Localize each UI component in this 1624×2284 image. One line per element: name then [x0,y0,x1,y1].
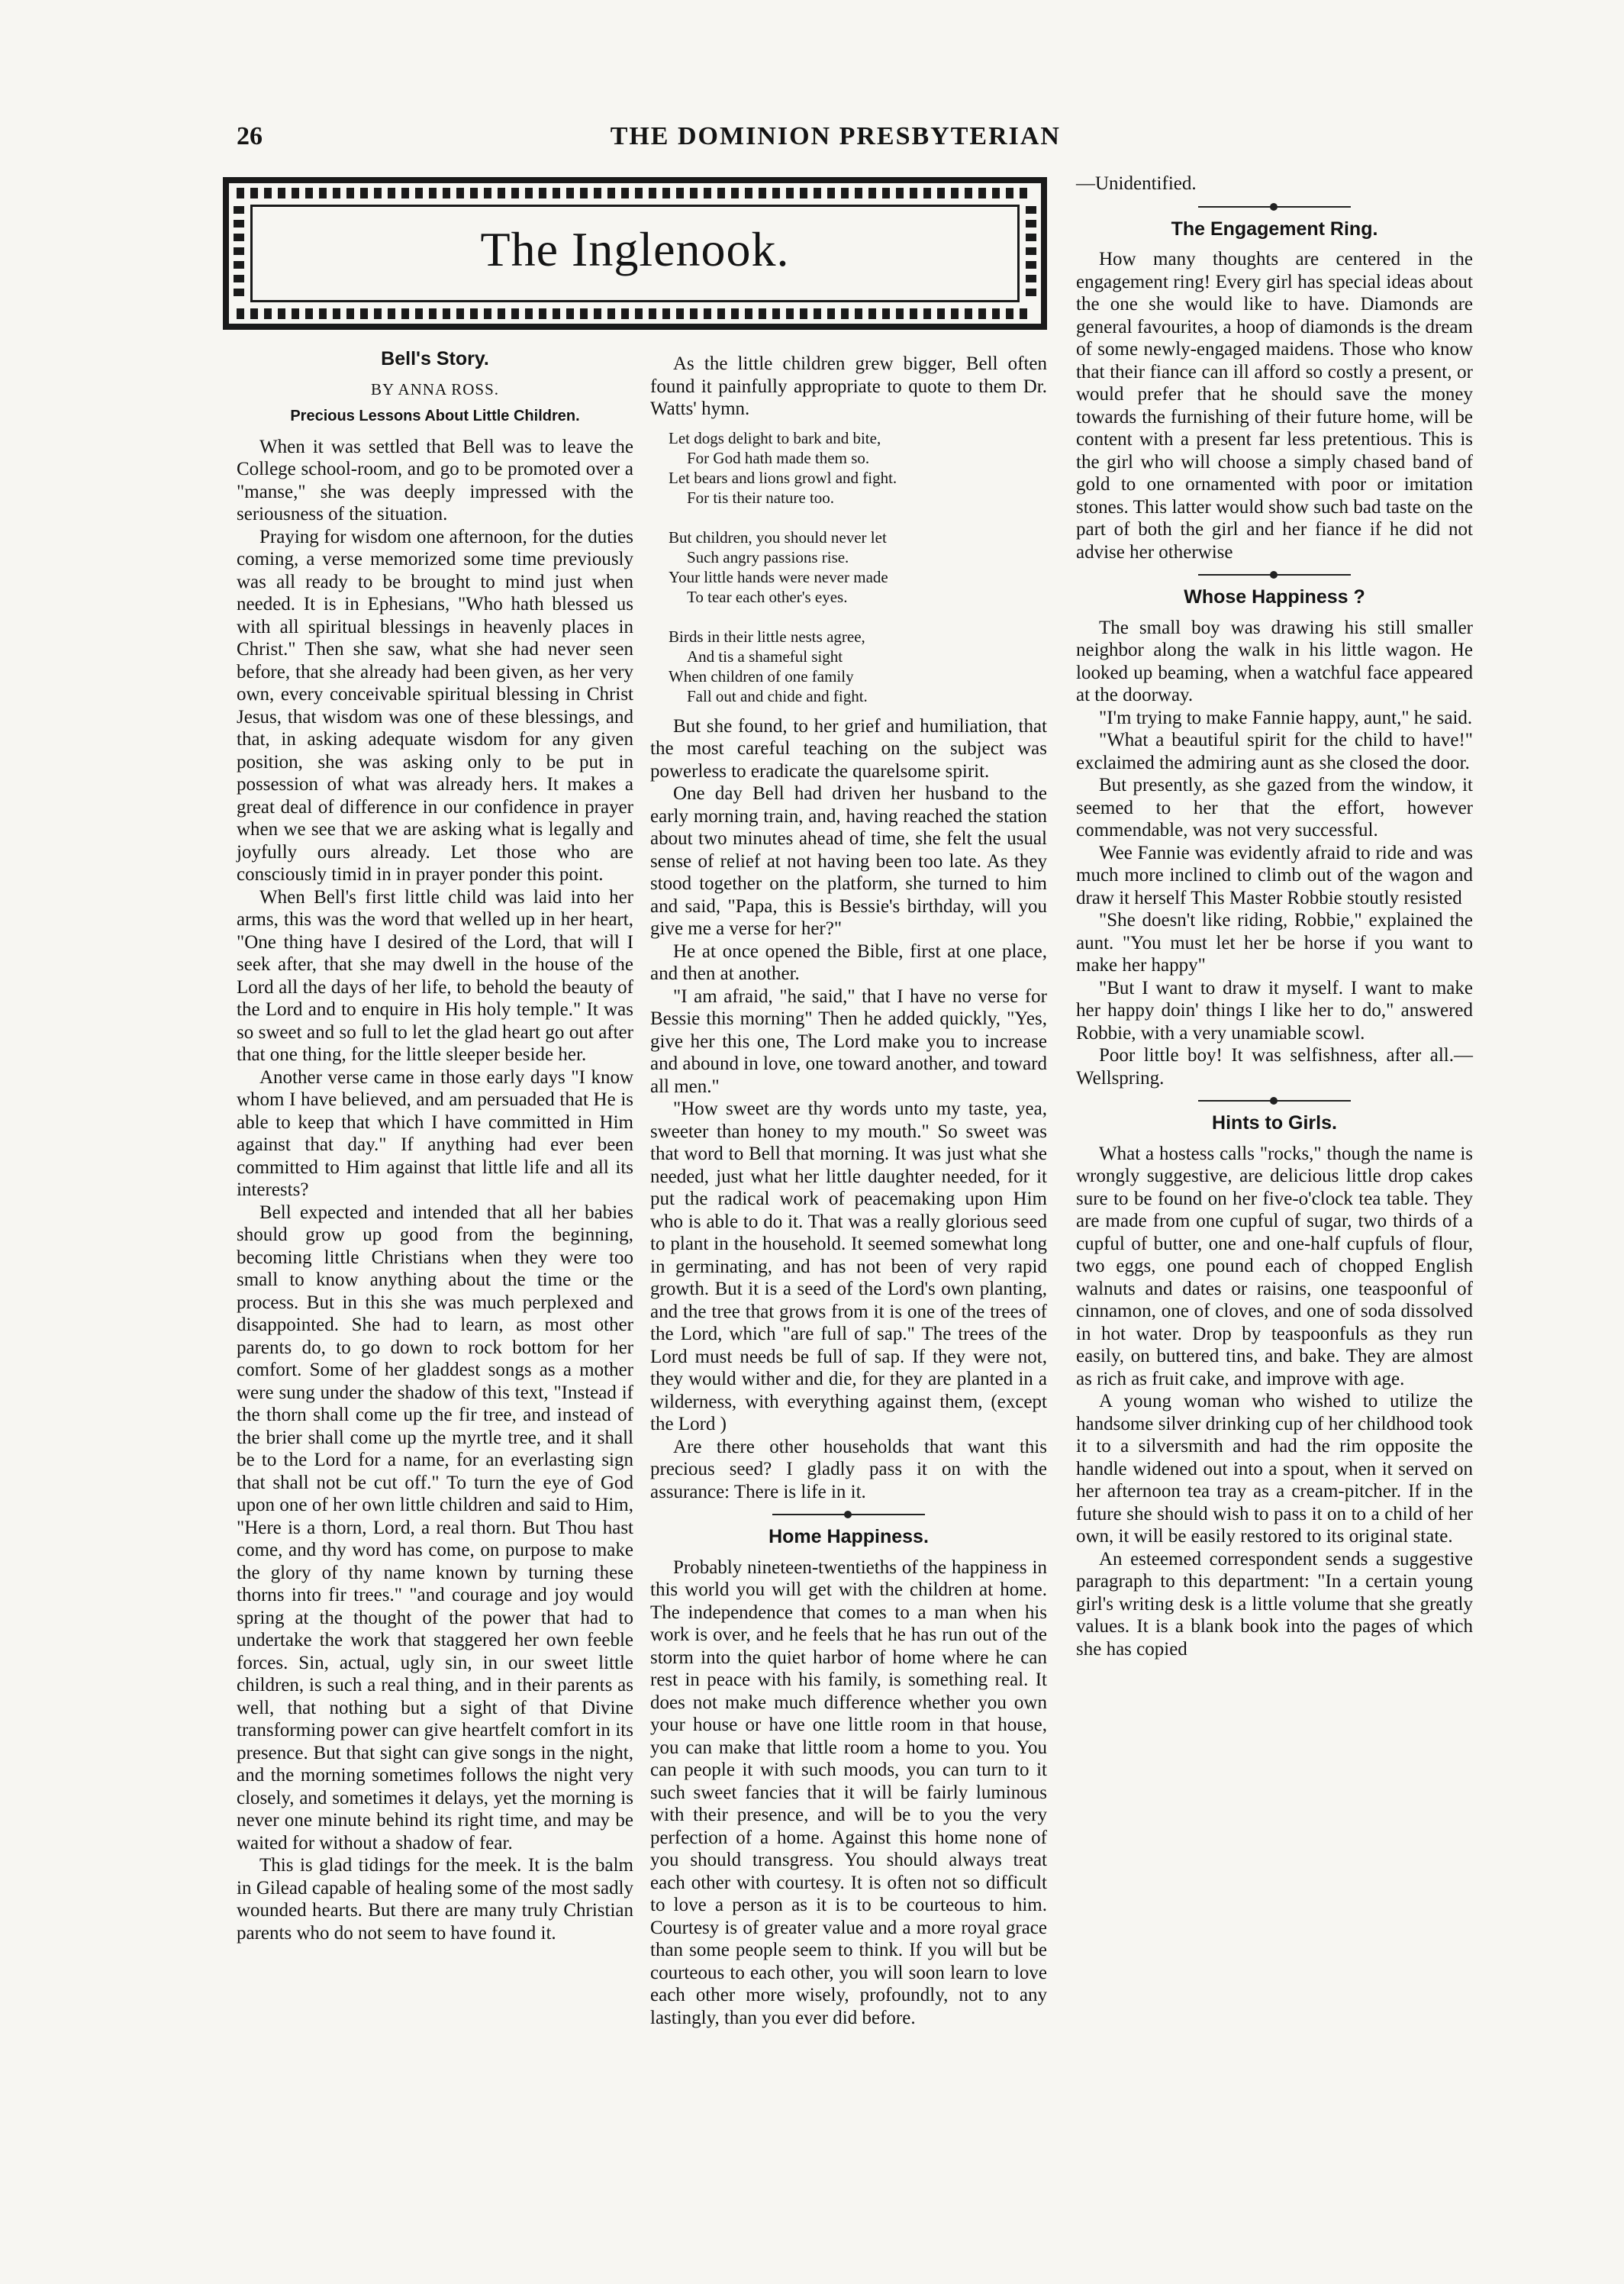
article-title-hints-to-girls: Hints to Girls. [1212,1112,1337,1134]
paragraph: An esteemed correspondent sends a suggestive paragraph to this department: "In a certain young girl's writing desk is a little volume that she greatly values. It is a blank book into the pages of which she has copied [1076,1548,1473,1660]
section-divider [1198,206,1351,208]
poem-line: Such angry passions rise. [687,547,849,566]
article-title-whose-happiness: Whose Happiness ? [1184,586,1365,608]
paragraph: "I am afraid, "he said," that I have no verse for Bessie this morning" Then he added quickly, "Yes, give her this one, The Lord make you to increase and abound in love, one toward another, and toward all men." [650,986,1047,1097]
paragraph: But she found, to her grief and humiliation, that the most careful teaching on the subject was powerless to eradicate the quarelsome spirit. [650,715,1047,782]
article-title-engagement-ring: The Engagement Ring. [1171,218,1378,240]
poem-line: Birds in their little nests agree, [669,627,865,646]
banner-ornament-top [237,188,1033,198]
article-subtitle: Precious Lessons About Little Children. [290,408,580,424]
page-header [237,122,1061,165]
poem-line: When children of one family [669,666,854,686]
page-number: 26 [237,122,263,150]
paragraph: This is glad tidings for the meek. It is the balm in Gilead capable of healing some of the most sadly wounded hearts. But there are many truly Christian parents who do not seem to have found it. [237,1855,633,1944]
section-divider [1198,574,1351,576]
poem-line: But children, you should never let [669,527,887,547]
section-divider [772,1514,925,1515]
paragraph: When Bell's first little child was laid into her arms, this was the word that welled up in her heart, "One thing have I desired of the Lord, that will I seek after, that she may dwell in the house of the Lord all the days of her life, to behold the beauty of the Lord and to enquire in His holy temple." It was so sweet and so full to let the glad heart go out after that one thing, for the little sleeper beside her. [237,886,633,1065]
paragraph: "I'm trying to make Fannie happy, aunt," he said. [1099,707,1473,728]
poem-line: Fall out and chide and fight. [687,686,868,705]
paragraph: A young woman who wished to utilize the handsome silver drinking cup of her childhood took it to a silversmith and had the rim opposite the handle widened out into a spout, when it served on her afternoon tea tray as a cream-pitcher. If in the future she should wish to pass it on to a child of her own, it will be easily restored to its original state. [1076,1391,1473,1547]
paragraph: Another verse came in those early days "I know whom I have believed, and am persuaded that He is able to keep that which I have committed in Him against that day." If anything had ever been committed to Him against that little life and all its interests? [237,1066,633,1200]
section-title: The Inglenook. [480,222,790,276]
poem-stanza [650,627,1047,706]
banner-ornament-bottom [237,308,1033,319]
paragraph: Praying for wisdom one afternoon, for the duties coming, a verse memorized some time previously was all ready to be brought to mind just when needed. It is in Ephesians, "Who hath blessed us with all spiritual blessings in heavenly places in Christ." Then she saw, what she had never seen before, that she already had been given, as her very own, every conceivable spiritual blessing in Christ Jesus, that wisdom was one of these blessings, and that, in asking adequate wisdom for any given position, she was asking only to be put in possession of what was already hers. It makes a great deal of difference in our confidence in prayer when we see that we are asking what is legally and joyfully ours already. Let those who are consciously timid in in prayer ponder this point. [237,526,633,885]
paragraph: What a hostess calls "rocks," though the name is wrongly suggestive, are delicious little drop cakes sure to be found on her five-o'clock tea table. They are made from one cupful of sugar, two thirds of a cupful of butter, one and one-half cupfuls of flour, two eggs, one pound each of chopped English walnuts and dates or raisins, one teaspoonful of cinnamon, one of cloves, and one of soda dissolved in hot water. Drop by teaspoonfuls as they run easily, on buttered tins, and bake. They are almost as rich as fruit cake, and improve with age. [1076,1143,1473,1389]
poem-line: For God hath made them so. [687,448,870,467]
article-title-home-happiness: Home Happiness. [768,1526,929,1547]
column-2 [650,353,1047,2029]
poem-line: And tis a shameful sight [687,647,843,666]
paragraph: How many thoughts are centered in the engagement ring! Every girl has special ideas about the one she would like to have. Diamonds are general favourites, a hoop of diamonds is the dream of some newly-engaged maidens. Those who know that their fiance can ill afford so costly a present, or would prefer that he should save the money towards the furnishing of their future home, will be content with a present far less pretentious. This is the girl who will choose a simply chased band of gold to one ornamented with poor or imitation stones. This latter would show such bad taste on the part of both the girl and her fiance if he did not advise her otherwise [1076,249,1473,563]
section-divider [1198,1100,1351,1102]
article-byline: BY ANNA ROSS. [370,379,500,398]
article-signature: —Unidentified. [1076,173,1197,194]
paragraph: "But I want to draw it myself. I want to make her happy doin' things I like her to do," answered Robbie, with a very unamiable scowl. [1076,977,1473,1044]
poem-stanza [650,527,1047,607]
paragraph: "What a beautiful spirit for the child to have!" exclaimed the admiring aunt as she closed the door. [1076,730,1473,773]
paragraph: Probably nineteen-twentieths of the happiness in this world you will get with the children at home. The independence that comes to a man when his work is over, and he feels that he has run out of the storm into the quiet harbor of home where he can rest in peace with his family, is something real. It does not make much difference whether you own your house or have one little room in that house, you can make that little room a home to you. You can people it with such moods, you can turn to it such sweet fancies that it will be fairly luminous with their presence, and will be to you the very perfection of a home. Against this home none of you should transgress. You should always treat each other with courtesy. It is often not so difficult to love a person as it is to be courteous to him. Courtesy is of greater value and a more royal grace than some people seem to think. If you will but be courteous to each other, you will soon learn to love each other more wisely, profoundly, not to any lastingly, than you ever did before. [650,1557,1047,2028]
paragraph: Wee Fannie was evidently afraid to ride and was much more inclined to climb out of the wagon and draw it herself This Master Robbie stoutly resisted [1076,842,1473,908]
poem-line: Let dogs delight to bark and bite, [669,428,881,447]
paragraph: Bell expected and intended that all her babies should grow up good from the beginning, becoming little Christians when they were too small to know anything about the time or the process. But in this she was much perplexed and disappointed. She had to learn, as most other parents do, to go down to rock bottom for her comfort. Some of her gladdest songs as a mother were sung under the shadow of this text, "Instead if the thorn shall come up the fir tree, and instead of the brier shall come up the myrtle tree, and it shall be to the Lord for a name, for an everlasting sign that shall not be cut off." To turn the eye of God upon one of her own little children and said to Him, "Here is a thorn, Lord, a real thorn. But Thou hast come, and thy word has come, on purpose to make the glory of thy name known by turning these thorns into fir trees." "and courage and joy would spring at the thought of the power that had to undertake the work that staggered her own feeble forces. Sin, actual, ugly sin, in our sweet little children, is such a real thing, and in their parents as well, that nothing but a sight of that Divine transforming power can give heartfelt comfort in its presence. But that sight can give songs in the night, and the morning sometimes follows the night very closely, and sometimes it delays, yet the morning is never one minute behind its right time, and may be waited for without a shadow of fear. [237,1202,633,1853]
paragraph: "How sweet are thy words unto my taste, yea, sweeter than honey to my mouth." So sweet was that word to Bell that morning. It was just what she needed, just what her little daughter needed, for it put the radical work of peacemaking upon Him who is able to do it. That was a really glorious seed to plant in the household. It seemed somewhat long in germinating, and has not been of very rapid growth. But it is a seed of the Lord's own planting, and the tree that grows from it is one of the trees of the Lord, which "are full of sap." The trees of the Lord must needs be full of sap. If they were not, they would wither and die, for they are planted in a wilderness, with everything against them, (except the Lord ) [650,1098,1047,1434]
journal-title: THE DOMINION PRESBYTERIAN [610,122,1061,150]
column-3 [1076,173,1473,1660]
paragraph: One day Bell had driven her husband to the early morning train, and, having reached the station about two minutes ahead of time, she felt the usual sense of relief at not having been too late. As they stood together on the platform, she turned to him and said, "Papa, this is Bessie's birthday, will you give me a verse for her?" [650,783,1047,939]
article-title-bells-story: Bell's Story. [381,348,489,369]
paragraph: But presently, as she gazed from the window, it seemed to her that the effort, however commendable, was not very successful. [1076,775,1473,840]
poem-line: Let bears and lions growl and fight. [669,468,897,487]
poem-stanza [650,428,1047,508]
paragraph: Are there other households that want this precious seed? I gladly pass it on with the assurance: There is life in it. [650,1436,1047,1502]
paragraph: "She doesn't like riding, Robbie," explained the aunt. "You must let her be horse if you want to make her happy" [1076,910,1473,976]
section-banner [223,177,1047,330]
paragraph: Poor little boy! It was selfishness, after all.—Wellspring. [1076,1045,1473,1089]
poem-line: To tear each other's eyes. [687,587,848,606]
poem-line: Your little hands were never made [669,567,888,586]
column-1 [237,344,633,1944]
hymn-poem [650,428,1047,706]
poem-line: For tis their nature too. [687,488,835,507]
paragraph: As the little children grew bigger, Bell often found it painfully appropriate to quote to them Dr. Watts' hymn. [650,353,1047,419]
paragraph: He at once opened the Bible, first at one place, and then at another. [650,940,1047,984]
paragraph: The small boy was drawing his still smaller neighbor along the walk in his little wagon. He looked up beaming, when a watchful face appeared at the doorway. [1076,617,1473,705]
paragraph: When it was settled that Bell was to leave the College school-room, and go to be promoted over a "manse," she was deeply impressed with the seriousness of the situation. [237,436,633,524]
